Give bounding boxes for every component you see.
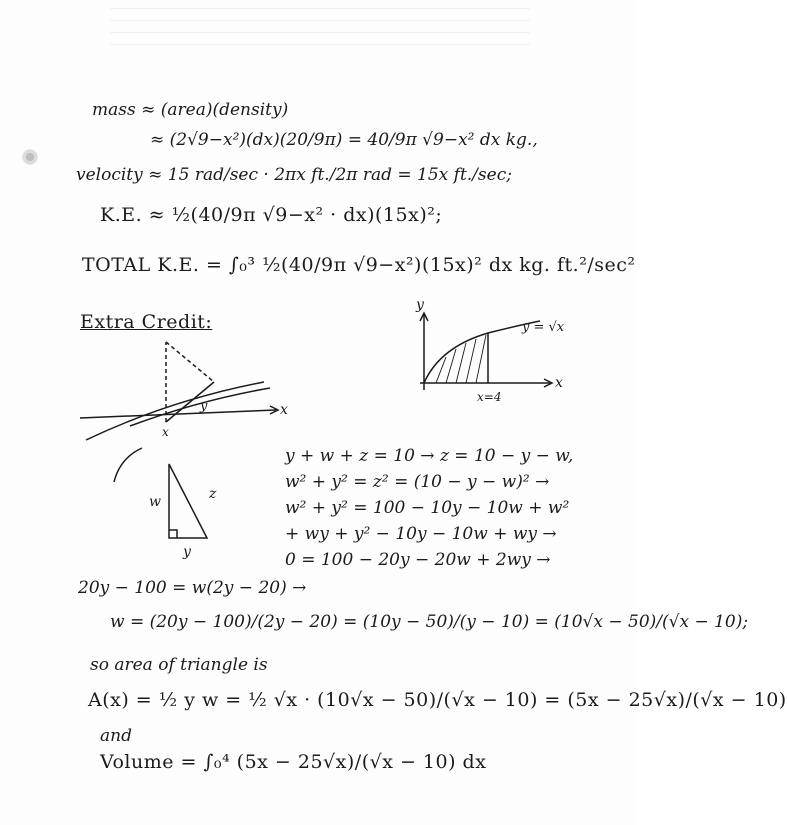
volume-formula: Volume = ∫₀⁴ (5x − 25√x)/(√x − 10) dx <box>100 751 487 773</box>
graph-sqrt <box>380 295 580 410</box>
sketch-hyp <box>166 342 214 382</box>
area-intro: so area of triangle is <box>90 655 268 675</box>
ke-line: K.E. ≈ ½(40/9π √9−x² · dx)(15x)²; <box>100 204 443 226</box>
velocity-line: velocity ≈ 15 rad/sec · 2πx ft./2π rad = 15x ft./sec; <box>76 165 512 185</box>
right-triangle <box>145 460 245 560</box>
graph-y-label: y <box>416 297 424 313</box>
right-angle-mark <box>169 530 177 538</box>
area-formula: A(x) = ½ y w = ½ √x · (10√x − 50)/(√x − 10) = (5x − 25√x)/(√x − 10) <box>88 689 787 711</box>
sketch-arrow <box>114 448 142 482</box>
graph-curve-label: y = √x <box>522 320 565 335</box>
mass-line: mass ≈ (area)(density) <box>92 100 289 120</box>
graph-x-label: x <box>555 375 563 391</box>
triangle-z-label: z <box>209 486 217 502</box>
sketch-near-label: x <box>162 425 169 439</box>
sketch-side-label: y <box>200 399 208 414</box>
graph-x4-label: x=4 <box>477 390 502 404</box>
extra-credit-heading: Extra Credit: <box>80 311 213 333</box>
eq-pythag: w² + y² = z² = (10 − y − w)² → <box>285 472 550 492</box>
punch-hole <box>22 149 38 165</box>
total-ke-line: TOTAL K.E. = ∫₀³ ½(40/9π √9−x²)(15x)² dx kg. ft.²/sec² <box>82 254 636 276</box>
eq-solve: 20y − 100 = w(2y − 20) → <box>78 578 307 598</box>
sketch-axis-label: x <box>280 402 288 418</box>
w-definition: w = (20y − 100)/(2y − 20) = (10y − 50)/(y − 10) = (10√x − 50)/(√x − 10); <box>110 612 749 632</box>
eq-sum: y + w + z = 10 → z = 10 − y − w, <box>285 446 574 466</box>
triangle-w-label: w <box>149 494 161 510</box>
triangle-outline <box>169 464 207 538</box>
triangle-y-label: y <box>183 544 191 560</box>
bleed-through <box>110 8 530 48</box>
and-word: and <box>100 726 132 746</box>
eq-simplify: 0 = 100 − 20y − 20w + 2wy → <box>285 550 551 570</box>
eq-expand-2: + wy + y² − 10y − 10w + wy → <box>285 524 557 544</box>
mass-line-2: ≈ (2√9−x²)(dx)(20/9π) = 40/9π √9−x² dx kg., <box>150 130 538 150</box>
eq-expand: w² + y² = 100 − 10y − 10w + w² <box>285 498 570 518</box>
